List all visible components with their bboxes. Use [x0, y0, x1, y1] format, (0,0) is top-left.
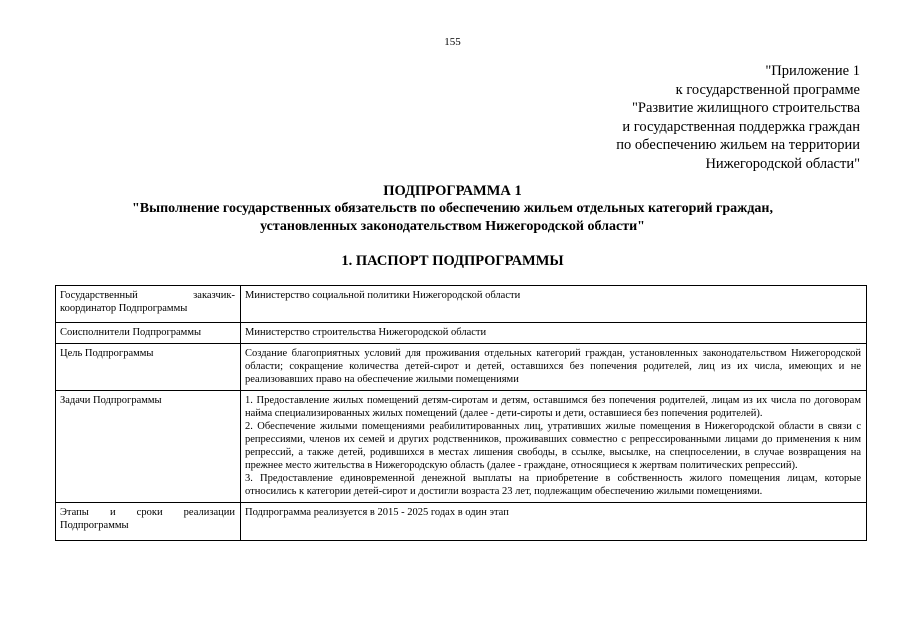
table-row [56, 323, 867, 344]
row-value: Подпрограмма реализуется в 2015 - 2025 годах в один этап [241, 503, 867, 541]
task-item: 1. Предоставление жилых помещений детям-сиротам и детям, оставшимся без попечения родителей, лицам из их числа по договорам найма специализированных жилых помещений (далее - дети-сироты и дети, оставшиеся без попечения родителей). [245, 395, 861, 419]
table-row [56, 503, 867, 541]
subprogram-title-line: "Выполнение государственных обязательств по обеспечению жильем отдельных категорий граждан, [132, 201, 773, 216]
table-row [56, 391, 867, 503]
row-label: Задачи Подпрограммы [56, 391, 241, 503]
row-label: Соисполнители Подпрограммы [56, 323, 241, 344]
subprogram-heading: ПОДПРОГРАММА 1 [383, 183, 522, 199]
table-row [56, 286, 867, 323]
annex-line: "Развитие жилищного строительства [631, 100, 860, 116]
row-value: Министерство строительства Нижегородской области [241, 323, 867, 344]
row-value [241, 391, 867, 503]
annex-line: к государственной программе [675, 81, 860, 98]
row-label: Этапы и сроки реализации Подпрограммы [56, 503, 241, 541]
annex-line: по обеспечению жильем на территории [616, 137, 860, 153]
row-value: Создание благоприятных условий для проживания отдельных категорий граждан, установленных законодательством Нижегородской области; сокращение количества детей-сирот и детей, оставшихся без попечения родителей, лиц из их числа, имеющих и не реализовавших право на обеспечение жилыми помещениями [241, 344, 867, 391]
task-item: 2. Обеспечение жилыми помещениями реабилитированных лиц, утративших жилые помещения в Нижегородской области в связи с репрессиями, членов их семей и других родственников, проживавших совместно с репрессированными лицами до применения к ним репрессий, а также детей, родившихся в местах лишения свободы, в ссылке, высылке, на спецпоселении, в случае возвращения на прежнее место жительства в Нижегородскую область (далее - граждане, относящиеся к жертвам политических репрессий). [245, 421, 861, 471]
annex-line: "Приложение 1 [765, 63, 860, 79]
annex-line: Нижегородской области" [705, 155, 860, 172]
task-item: 3. Предоставление единовременной денежной выплаты на приобретение в собственность жилого помещения лицам, которые относились к категории детей-сирот и достигли возраста 23 лет, подлежащим обеспечению жилыми помещениями. [245, 473, 861, 497]
annex-line: и государственная поддержка граждан [622, 118, 860, 135]
passport-heading: 1. ПАСПОРТ ПОДПРОГРАММЫ [341, 253, 564, 269]
row-label: Цель Подпрограммы [56, 344, 241, 391]
page-number: 155 [444, 36, 461, 48]
annex-reference [616, 62, 860, 173]
row-value: Министерство социальной политики Нижегородской области [241, 286, 867, 323]
subprogram-title-line: установленных законодательством Нижегородской области" [260, 219, 645, 234]
passport-table [55, 285, 867, 541]
row-label: Государственный заказчик-координатор Подпрограммы [56, 286, 241, 323]
table-row [56, 344, 867, 391]
